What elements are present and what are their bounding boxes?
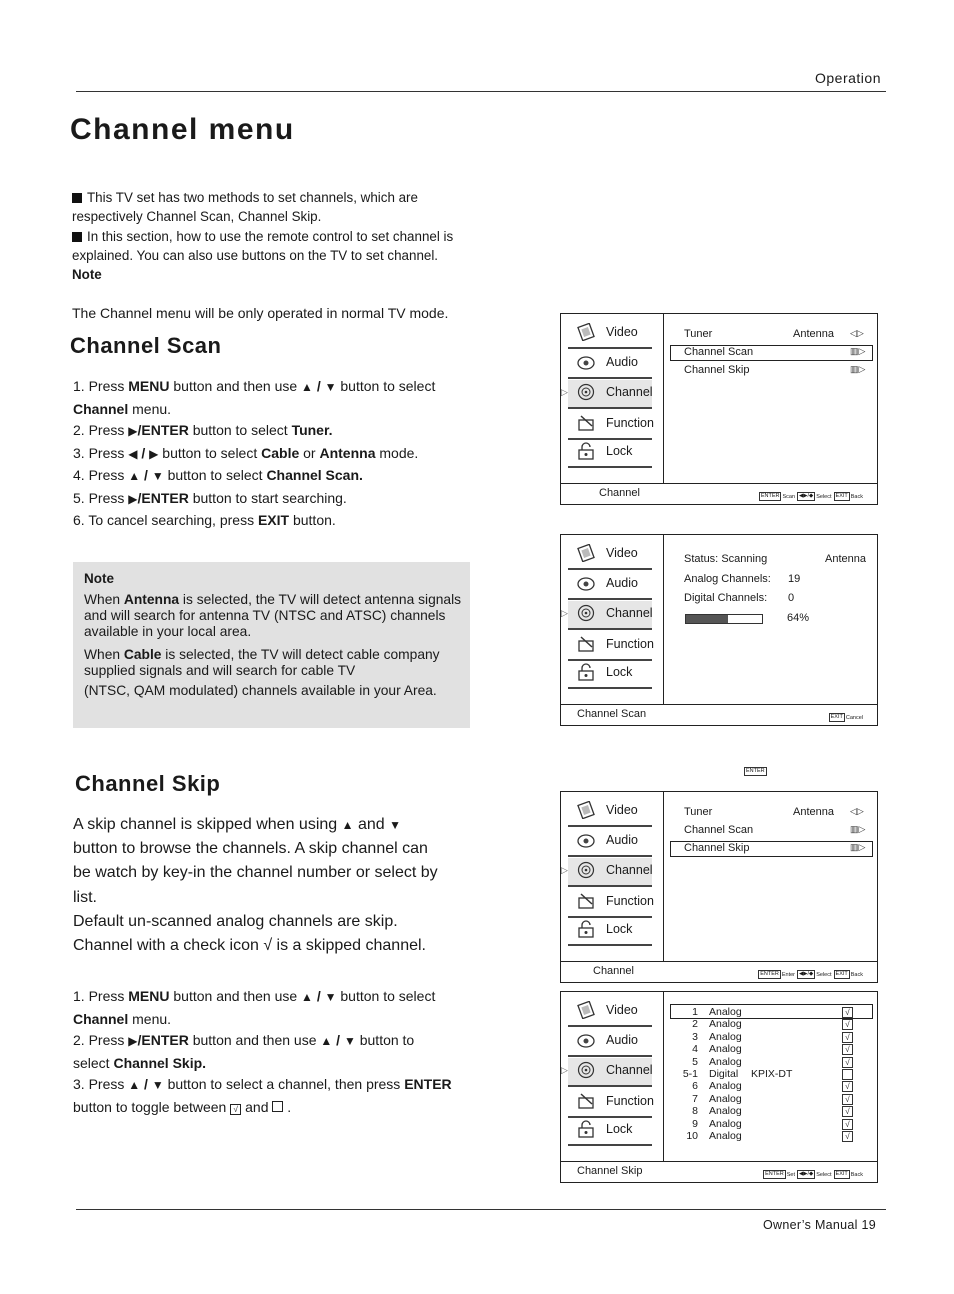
- analog-channels-value: 19: [788, 573, 801, 585]
- menu-footer: [561, 704, 877, 725]
- skip-step-2: 2. Press ▶/ENTER button and then use ▲ / ▼ button to select Channel Skip.: [73, 1032, 415, 1071]
- menu-sidebar: [561, 535, 664, 705]
- menu-item-video[interactable]: [568, 798, 652, 827]
- nav-keys-icon: ◀▶/◆: [799, 493, 814, 500]
- section-label: Operation: [815, 70, 881, 86]
- channel-number: 1: [692, 1006, 698, 1018]
- menu-item-video[interactable]: [568, 998, 652, 1027]
- footer-rule: [76, 1209, 886, 1210]
- menu-footer: [561, 483, 877, 504]
- right-arrow-icon: ▶: [128, 1034, 138, 1048]
- channel-number: 4: [692, 1043, 698, 1056]
- footer-title: Channel Skip: [577, 1165, 643, 1177]
- menu-item-label: Lock: [606, 922, 633, 936]
- channel-skip-title: Channel Skip: [75, 771, 221, 796]
- channel-icon: [577, 1061, 595, 1079]
- audio-icon: [577, 831, 595, 849]
- progress-text: 64%: [787, 612, 810, 624]
- digital-channels-value: 0: [788, 592, 795, 604]
- menu-item-label: Video: [606, 1003, 638, 1017]
- skip-step-3: 3. Press ▲ / ▼ button to select a channel, then press ENTER button to toggle between √ and .: [73, 1076, 452, 1115]
- skip-desc-line-5: Default un-scanned analog channels are skip.: [73, 912, 398, 930]
- channel-type: Analog: [709, 1080, 742, 1093]
- enter-arrow-icon: ▥▷: [850, 824, 866, 834]
- tv-screen-skip-list: [560, 991, 878, 1183]
- footer-title: Channel: [599, 487, 640, 499]
- channel-number: 6: [692, 1080, 698, 1093]
- menu-item-lock[interactable]: [568, 660, 652, 689]
- channel-scan-label: Channel Scan: [684, 346, 754, 358]
- intro-paragraph-1: This TV set has two methods to set channels, which are respectively Channel Scan, Channel Skip.: [72, 190, 418, 225]
- lock-icon: [577, 920, 595, 938]
- menu-item-label: Audio: [606, 355, 638, 369]
- channel-number: 2: [692, 1018, 698, 1031]
- channel-icon: [577, 861, 595, 879]
- checked-box-icon[interactable]: √: [842, 1044, 853, 1055]
- down-arrow-icon: ▼: [324, 380, 337, 394]
- checked-box-icon: √: [230, 1104, 241, 1115]
- checked-box-icon[interactable]: √: [842, 1057, 853, 1068]
- scan-step-1: 1. Press MENU button and then use ▲ / ▼ button to select Channel menu.: [73, 378, 436, 417]
- up-arrow-icon: ▲: [341, 818, 354, 832]
- menu-item-label: Channel: [606, 863, 653, 877]
- menu-item-label: Video: [606, 546, 638, 560]
- footer-hints: ENTER Enter ◀▶/◆ Select EXIT Back: [760, 971, 863, 978]
- menu-item-function[interactable]: [568, 1089, 652, 1118]
- channel-type: Analog: [709, 1117, 742, 1130]
- checked-box-icon[interactable]: √: [842, 1019, 853, 1030]
- nav-keys-icon: ◀▶/◆: [799, 971, 814, 978]
- down-arrow-icon: ▼: [324, 990, 337, 1004]
- tuner-label: Tuner: [684, 328, 713, 340]
- checked-box-icon[interactable]: √: [842, 1094, 853, 1105]
- menu-item-label: Audio: [606, 833, 638, 847]
- menu-item-label: Audio: [606, 576, 638, 590]
- selected-arrow-icon: ▷: [561, 608, 568, 618]
- channel-type: Analog: [709, 1030, 742, 1043]
- scan-step-2: 2. Press ▶/ENTER button to select Tuner.: [73, 422, 333, 438]
- channel-type: Analog: [709, 1130, 742, 1142]
- scan-step-6: 6. To cancel searching, press EXIT button.: [73, 512, 336, 528]
- header-rule: [76, 91, 886, 92]
- channel-skip-label: Channel Skip: [684, 364, 750, 376]
- menu-item-function[interactable]: [568, 889, 652, 918]
- enter-arrow-icon: ▥▷: [850, 364, 866, 374]
- channel-icon: [577, 383, 595, 401]
- video-icon: [577, 323, 595, 341]
- menu-item-function[interactable]: [568, 411, 652, 440]
- tv-screen-channel-skip-selected: [560, 791, 878, 983]
- nav-keys-icon: ◀▶/◆: [799, 1171, 814, 1178]
- function-icon: [577, 635, 595, 653]
- checked-box-icon[interactable]: √: [842, 1081, 853, 1092]
- menu-sidebar: [561, 792, 664, 962]
- channel-type: Analog: [709, 1006, 742, 1018]
- channel-skip-description: [73, 813, 493, 958]
- page-footer: Owner’s Manual 19: [763, 1218, 877, 1232]
- channel-number: 7: [692, 1092, 698, 1105]
- empty-box-icon: [272, 1101, 283, 1112]
- menu-item-channel[interactable]: [561, 1058, 653, 1087]
- intro-note-label: Note: [72, 267, 102, 283]
- right-arrow-icon: ▶: [149, 446, 159, 461]
- channel-scan-steps: [73, 376, 493, 532]
- analog-channels-label: Analog Channels:: [684, 573, 771, 585]
- function-icon: [577, 414, 595, 432]
- footer-hints: EXIT Cancel: [830, 714, 863, 721]
- channel-name: KPIX-DT: [751, 1068, 793, 1080]
- channel-type: Analog: [709, 1018, 742, 1031]
- right-arrow-icon: ▶: [128, 491, 138, 506]
- channel-number: 3: [692, 1030, 698, 1043]
- enter-arrow-icon: ▥▷: [850, 346, 866, 356]
- tv-screen-channel-scan-selected: [560, 313, 878, 505]
- selected-arrow-icon: ▷: [561, 865, 568, 875]
- channel-type: Analog: [709, 1105, 742, 1118]
- tuner-value: Antenna: [793, 806, 834, 818]
- bullet-square-icon: [72, 193, 82, 203]
- menu-footer: [561, 1161, 877, 1182]
- menu-item-audio[interactable]: [568, 571, 652, 600]
- checked-box-icon[interactable]: √: [842, 1032, 853, 1043]
- menu-item-label: Channel: [606, 385, 653, 399]
- footer-hints: ENTER Set ◀▶/◆ Select EXIT Back: [765, 1171, 863, 1178]
- menu-item-label: Lock: [606, 1122, 633, 1136]
- channel-skip-steps: [73, 986, 503, 1118]
- tuner-label: Tuner: [684, 806, 713, 818]
- scan-note-cable-2: (NTSC, QAM modulated) channels available in your Area.: [84, 683, 437, 699]
- footer-title: Channel: [593, 965, 634, 977]
- selected-arrow-icon: ▷: [561, 1065, 568, 1075]
- menu-item-label: Audio: [606, 1033, 638, 1047]
- menu-item-label: Channel: [606, 1063, 653, 1077]
- tv-screen-scanning: [560, 534, 878, 726]
- lock-icon: [577, 663, 595, 681]
- channel-type: Analog: [709, 1043, 742, 1056]
- scan-step-5: 5. Press ▶/ENTER button to start searching.: [73, 489, 347, 506]
- left-right-arrows-icon: ◁▷: [850, 806, 864, 816]
- skip-desc-line-3: be watch by key-in the channel number or select by: [73, 864, 438, 882]
- function-icon: [577, 1092, 595, 1110]
- scan-note-box: [73, 562, 470, 728]
- checked-box-icon[interactable]: √: [842, 1131, 853, 1142]
- audio-icon: [577, 574, 595, 592]
- menu-item-label: Video: [606, 325, 638, 339]
- tuner-value: Antenna: [793, 328, 834, 340]
- left-arrow-icon: ◀: [128, 446, 138, 461]
- video-icon: [577, 1001, 595, 1019]
- channel-scan-title: Channel Scan: [70, 333, 222, 358]
- skip-step-1: 1. Press MENU button and then use ▲ / ▼ button to select Channel menu.: [73, 988, 436, 1027]
- skip-desc-line-1: A skip channel is skipped when using ▲ and ▼: [73, 816, 401, 833]
- menu-item-channel[interactable]: [561, 601, 653, 630]
- up-arrow-icon: ▲: [320, 1034, 333, 1048]
- source-value: Antenna: [825, 553, 866, 565]
- bullet-square-icon: [72, 232, 82, 242]
- menu-item-lock[interactable]: [568, 1117, 652, 1146]
- footer-title: Channel Scan: [577, 708, 647, 720]
- up-arrow-icon: ▲: [301, 990, 313, 1004]
- up-arrow-icon: ▲: [128, 469, 141, 483]
- menu-sidebar: [561, 992, 664, 1162]
- lock-icon: [577, 442, 595, 460]
- menu-item-audio[interactable]: [568, 828, 652, 857]
- menu-item-label: Function: [606, 637, 654, 651]
- empty-box-icon[interactable]: [842, 1069, 853, 1080]
- menu-item-video[interactable]: [568, 541, 652, 570]
- menu-item-audio[interactable]: [568, 1028, 652, 1057]
- menu-footer: [561, 961, 877, 982]
- down-arrow-icon: ▼: [151, 1078, 164, 1092]
- skip-desc-line-4: list.: [73, 888, 97, 906]
- skip-desc-line-6: Channel with a check icon √ is a skipped channel.: [73, 937, 426, 955]
- menu-item-label: Channel: [606, 606, 653, 620]
- down-arrow-icon: ▼: [151, 469, 164, 483]
- menu-item-channel[interactable]: [561, 858, 653, 887]
- audio-icon: [577, 1031, 595, 1049]
- lock-icon: [577, 1120, 595, 1138]
- intro-text: [72, 188, 482, 284]
- channel-number: 8: [692, 1105, 698, 1118]
- menu-item-label: Lock: [606, 665, 633, 679]
- checked-box-icon[interactable]: √: [842, 1007, 853, 1018]
- video-icon: [577, 801, 595, 819]
- skip-desc-line-2: button to browse the channels. A skip channel can: [73, 840, 428, 858]
- digital-channels-label: Digital Channels:: [684, 592, 768, 604]
- channel-skip-label: Channel Skip: [684, 842, 750, 854]
- channel-type: Analog: [709, 1055, 742, 1068]
- enter-arrow-icon: ▥▷: [850, 842, 866, 852]
- menu-item-lock[interactable]: [568, 917, 652, 946]
- down-arrow-icon: ▼: [343, 1034, 356, 1048]
- channel-number: 9: [692, 1117, 698, 1130]
- progress-fill: [686, 615, 728, 623]
- menu-item-label: Function: [606, 1094, 654, 1108]
- channel-number: 5: [692, 1055, 698, 1068]
- floating-enter-key: ENTER: [746, 768, 765, 774]
- menu-item-video[interactable]: [568, 320, 652, 349]
- menu-item-function[interactable]: [568, 632, 652, 661]
- menu-item-lock[interactable]: [568, 439, 652, 468]
- scan-step-3: 3. Press ◀ / ▶ button to select Cable or Antenna mode.: [73, 444, 419, 461]
- scan-note-cable: When Cable is selected, the TV will detect cable company supplied signals and will search for cable TV: [84, 646, 440, 678]
- up-arrow-icon: ▲: [301, 380, 313, 394]
- progress-bar: [685, 614, 763, 624]
- down-arrow-icon: ▼: [389, 818, 401, 832]
- menu-item-label: Video: [606, 803, 638, 817]
- left-right-arrows-icon: ◁▷: [850, 328, 864, 338]
- channel-icon: [577, 604, 595, 622]
- right-arrow-icon: ▶: [128, 424, 138, 438]
- selected-arrow-icon: ▷: [561, 387, 568, 397]
- menu-item-label: Lock: [606, 444, 633, 458]
- video-icon: [577, 544, 595, 562]
- page-title: Channel menu: [70, 113, 295, 146]
- scan-step-4: 4. Press ▲ / ▼ button to select Channel Scan.: [73, 467, 363, 483]
- function-icon: [577, 892, 595, 910]
- checked-box-icon[interactable]: √: [842, 1119, 853, 1130]
- channel-number: 5-1: [682, 1068, 698, 1080]
- menu-item-audio[interactable]: [568, 350, 652, 379]
- intro-note-text: The Channel menu will be only operated in normal TV mode.: [72, 305, 449, 321]
- footer-hints: ENTER Scan ◀▶/◆ Select EXIT Back: [760, 493, 863, 500]
- up-arrow-icon: ▲: [128, 1078, 141, 1092]
- channel-scan-label: Channel Scan: [684, 824, 754, 836]
- channel-type: Digital: [709, 1068, 739, 1080]
- channel-type: Analog: [709, 1092, 742, 1105]
- scan-note-text: [84, 592, 464, 699]
- status-line: Status: Scanning: [684, 553, 768, 565]
- scan-note-antenna: When Antenna is selected, the TV will detect antenna signals and will search for antenna TV (NTSC and ATSC) channels available in your local area.: [84, 592, 462, 640]
- channel-number: 10: [686, 1130, 698, 1142]
- menu-sidebar: [561, 314, 664, 484]
- intro-paragraph-2: In this section, how to use the remote control to set channel is explained. You can also use buttons on the TV to set channel.: [72, 228, 454, 263]
- menu-item-label: Function: [606, 416, 654, 430]
- checked-box-icon[interactable]: √: [842, 1106, 853, 1117]
- audio-icon: [577, 353, 595, 371]
- menu-item-channel[interactable]: [561, 380, 653, 409]
- scan-note-label: Note: [84, 571, 114, 586]
- menu-item-label: Function: [606, 894, 654, 908]
